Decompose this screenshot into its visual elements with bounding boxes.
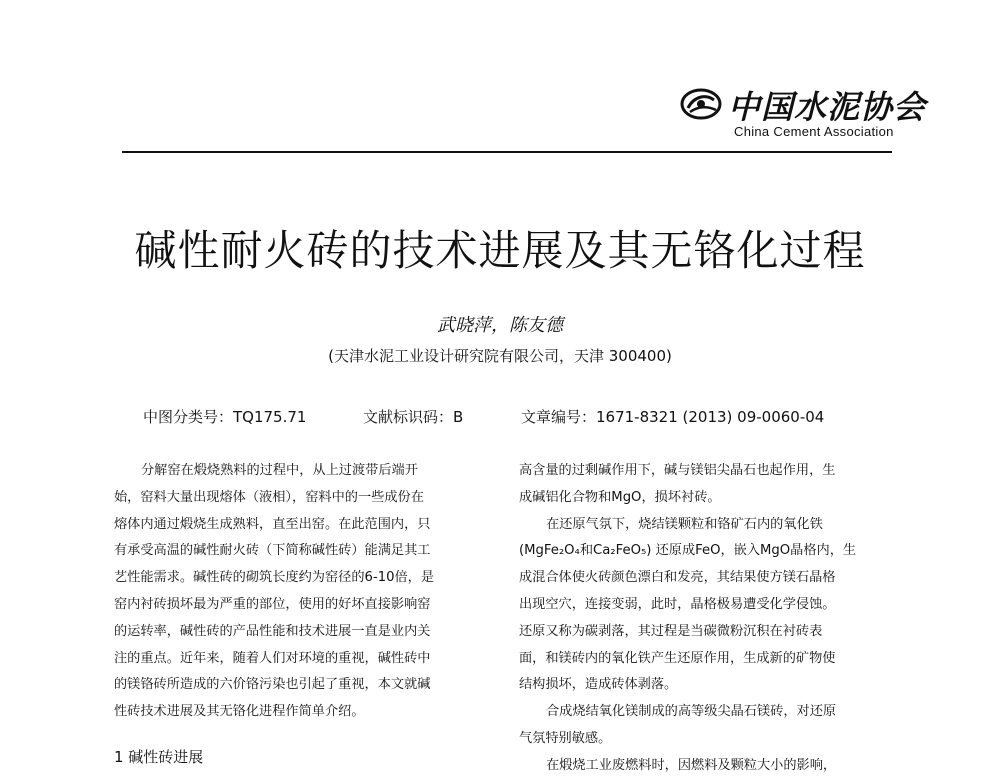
body-right-column: [519, 458, 897, 780]
author-affiliation: (天津水泥工业设计研究院有限公司，天津 300400): [328, 347, 672, 365]
section-heading: 1 碱性砖进展: [114, 748, 204, 766]
body-line: 还原又称为碳剥落，其过程是当碳微粉沉积在衬砖表: [519, 623, 823, 639]
body-line: 高含量的过剩碱作用下，碱与镁铝尖晶石也起作用，生: [519, 463, 836, 478]
body-line: 成碱铝化合物和MgO，损坏衬砖。: [519, 489, 721, 505]
document-code: 文献标识码：B: [363, 408, 464, 426]
header-divider: [122, 151, 892, 153]
association-logo: [680, 82, 927, 144]
body-line: 在还原气氛下，烧结镁颗粒和铬矿石内的氧化铁: [546, 516, 823, 532]
logo-chinese-text: 中国水泥协会: [728, 88, 927, 126]
body-line: 气氛特别敏感。: [519, 730, 612, 746]
body-line: 始，窑料大量出现熔体（液相），窑料中的一些成份在: [114, 489, 424, 505]
clc-number: 中图分类号：TQ175.71: [143, 408, 307, 426]
cement-association-emblem-icon: [680, 88, 722, 120]
body-line: 分解窑在煅烧熟料的过程中，从上过渡带后端开: [141, 463, 418, 478]
body-line: (MgFe₂O₄和Ca₂FeO₅) 还原成FeO，嵌入MgO晶格内，生: [519, 543, 857, 559]
logo-english-text: China Cement Association: [734, 124, 894, 139]
article-title: 碱性耐火砖的技术进展及其无铬化过程: [134, 226, 866, 275]
article-authors: 武晓萍，陈友德: [437, 315, 563, 336]
body-line: 的镁铬砖所造成的六价铬污染也引起了重视，本文就碱: [114, 677, 431, 693]
body-line: 合成烧结氧化镁制成的高等级尖晶石镁砖，对还原: [546, 704, 837, 720]
body-line: 成混合体使火砖颜色漂白和发亮，其结果使方镁石晶格: [519, 570, 836, 586]
article-number: 文章编号：1671-8321 (2013) 09-0060-04: [521, 408, 825, 426]
body-line: 熔体内通过煅烧生成熟料，直至出窑。在此范围内，只: [114, 516, 431, 532]
body-line: 窑内衬砖损坏最为严重的部位，使用的好坏直接影响窑: [114, 596, 431, 612]
body-left-column: [114, 458, 494, 726]
body-line: 性砖技术进展及其无铬化进程作简单介绍。: [114, 704, 365, 720]
body-line: 注的重点。近年来，随着人们对环境的重视，碱性砖中: [114, 650, 431, 666]
body-line: 有承受高温的碱性耐火砖（下简称碱性砖）能满足其工: [114, 543, 431, 559]
body-line: 在煅烧工业废燃料时，因燃料及颗粒大小的影响，: [546, 757, 837, 773]
body-line: 结构损坏，造成砖体剥落。: [519, 677, 678, 693]
body-line: 艺性能需求。碱性砖的砌筑长度约为窑径的6-10倍，是: [114, 570, 435, 586]
body-line: 的运转率，碱性砖的产品性能和技术进展一直是业内关: [114, 623, 431, 639]
body-line: 出现空穴，连接变弱，此时，晶格极易遭受化学侵蚀。: [519, 596, 836, 612]
body-line: 面，和镁砖内的氧化铁产生还原作用，生成新的矿物使: [519, 650, 836, 666]
